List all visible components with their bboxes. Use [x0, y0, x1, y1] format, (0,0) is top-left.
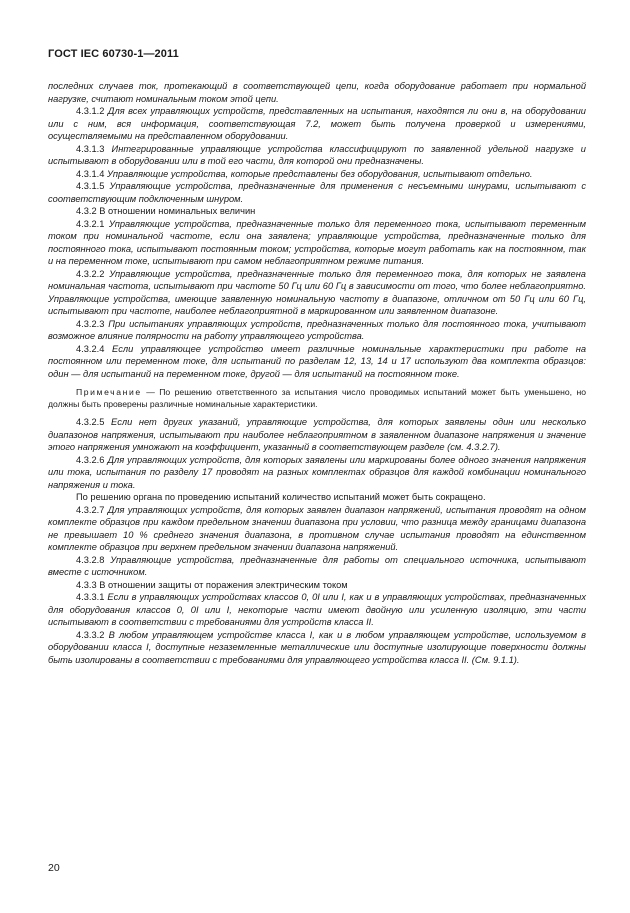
- clause-text: Управляющие устройства, предназначенные для работы от специального источника, испытывают вместе с источником.: [48, 554, 586, 577]
- clause-text: Для управляющих устройств, для которых заявлен диапазон напряжений, испытания проводят на одном комплекте образцов при каждом предельном значении диапазона при условии, что разница между границами диапазона не превышает 10 % среднего значения диапазона, в противном случае испытания проводят на единственном комплекте образцов при верхнем предельном значении диапазона напряжений.: [48, 504, 586, 552]
- clause-4-3-1-4: [48, 168, 586, 181]
- paragraph-continued: последних случаев ток, протекающий в соответствующей цепи, когда оборудование работает при нормальной нагрузке, считают номинальным током этой цепи.: [48, 81, 586, 104]
- clause-number: 4.3.1.5: [76, 181, 105, 191]
- clause-number: 4.3.2.5: [76, 417, 105, 427]
- clause-4-3-3-1: [48, 591, 586, 629]
- clause-4-3-2-8: [48, 554, 586, 579]
- clause-4-3-2-7: [48, 504, 586, 554]
- clause-number: 4.3.2.4: [76, 343, 105, 354]
- clause-text: Если управляющее устройство имеет различные номинальные характеристики при работе на постоянном или переменном токе, для испытаний по разделам 12, 13, 14 и 17 используют два комплекта образцов: один — для испытаний на переменном токе, другой — для испытаний на постоянном токе.: [48, 343, 586, 379]
- clause-number: 4.3.2.3: [76, 318, 105, 329]
- clause-text: При испытаниях управляющих устройств, предназначенных только для постоянного тока, учитывают возможное влияние полярности на работу управляющего устройства.: [48, 318, 586, 341]
- clause-text: Для всех управляющих устройств, представленных на испытания, находятся ли они в, на оборудовании или с ним, вся информация, соответствующая 7.2, может быть получена проверкой и измерениями, осуществляемыми на представленном оборудовании.: [48, 106, 586, 141]
- clause-4-3-2-5: [48, 416, 586, 454]
- clause-number: 4.3.2.2: [76, 268, 105, 279]
- section-heading-4-3-3: 4.3.3 В отношении защиты от поражения электрическим током: [76, 579, 348, 590]
- clause-text: В любом управляющем устройстве класса I, как и в любом управляющем устройстве, используемом в оборудовании класса I, доступные незаземленные металлические или доступные изолирующие поверхности должны быть изолированы в соответствии с требованиями для управляющего устройства класса II. (См. 9.1.1).: [48, 629, 586, 665]
- note: [48, 386, 586, 410]
- clause-number: 4.3.3.1: [76, 592, 105, 602]
- clause-4-3-2-1: [48, 218, 586, 268]
- document-header: ГОСТ IEC 60730-1—2011: [48, 48, 179, 60]
- clause-text: Управляющие устройства, предназначенные для применения с несъемными шнурами, испытывают с соответствующим подключенным шнуром.: [48, 181, 586, 204]
- document-body: [48, 80, 586, 666]
- clause-4-3-3-2: [48, 629, 586, 667]
- clause-number: 4.3.2.8: [76, 554, 105, 565]
- note-text: — По решению ответственного за испытания число проводимых испытаний может быть уменьшено, но должны быть проверены различные номинальные характеристики.: [48, 387, 586, 409]
- section-heading-4-3-2: 4.3.2 В отношении номинальных величин: [76, 206, 256, 216]
- clause-number: 4.3.1.4: [76, 168, 105, 179]
- clause-number: 4.3.2.1: [76, 218, 105, 229]
- clause-text: Управляющие устройства, которые представлены без оборудования, испытывают отдельно.: [107, 168, 533, 179]
- clause-number: 4.3.2.7: [76, 504, 105, 515]
- clause-number: 4.3.1.3: [76, 143, 105, 154]
- clause-4-3-2-6: [48, 454, 586, 492]
- clause-number: 4.3.1.2: [76, 106, 105, 116]
- clause-text: Если нет других указаний, управляющие устройства, для которых заявлены один или несколько диапазонов напряжения, испытывают при наиболее неблагоприятном в заявленном диапазоне напряжения и значение этого напряжения умножают на коэффициент, указанный в соответствующем разделе (см. 4.3.2.7).: [48, 417, 586, 452]
- clause-4-3-1-2: [48, 105, 586, 143]
- page-number: 20: [48, 862, 60, 874]
- clause-text: Интегрированные управляющие устройства классифицируют по заявленной удельной нагрузке и испытывают в оборудовании или в той его части, для которой они предназначены.: [48, 143, 586, 166]
- note-label: Примечание: [76, 387, 142, 397]
- clause-text: Для управляющих устройств, для которых заявлены или маркированы более одного значения напряжения или тока, испытания по разделу 17 проводят на разных комплектах образцов для каждой комбинации номинального напряжения и тока.: [48, 454, 586, 490]
- clause-number: 4.3.2.6: [76, 454, 105, 465]
- clause-text: Если в управляющих устройствах классов 0, 0I или I, как и в управляющих устройствах, предназначенных для оборудования классов 0, 0I или I, некоторые части имеют двойную или усиленную изоляцию, эти части испытывают в соответствии с требованиями для устройств класса II.: [48, 592, 586, 627]
- clause-number: 4.3.3.2: [76, 629, 105, 640]
- clause-4-3-1-3: [48, 143, 586, 168]
- clause-text: Управляющие устройства, предназначенные только для переменного тока, испытывают переменным током при номинальной частоте, если она заявлена; управляющие устройства, предназначенные только для постоянного тока, испытывают постоянным током; устройства, которые могут работать как на постоянном, так и на переменном токе, испытывают при самом неблагоприятном режиме питания.: [48, 218, 586, 266]
- clause-text: Управляющие устройства, предназначенные только для переменного тока, для которых не заявлена номинальная частота, испытывают при частоте 50 Гц или 60 Гц в зависимости от того, что более неблагоприятно. Управляющие устройства, имеющие заявленную номинальную частоту в диапазоне, отличном от 50 Гц или 60 Гц, испытывают при частоте, наиболее неблагоприятной в маркированном или заявленном диапазоне.: [48, 268, 586, 316]
- paragraph-reduction: По решению органа по проведению испытаний количество испытаний может быть сокращено.: [76, 492, 486, 502]
- clause-4-3-2-4: [48, 343, 586, 381]
- clause-4-3-1-5: [48, 180, 586, 205]
- clause-4-3-2-3: [48, 318, 586, 343]
- clause-4-3-2-2: [48, 268, 586, 318]
